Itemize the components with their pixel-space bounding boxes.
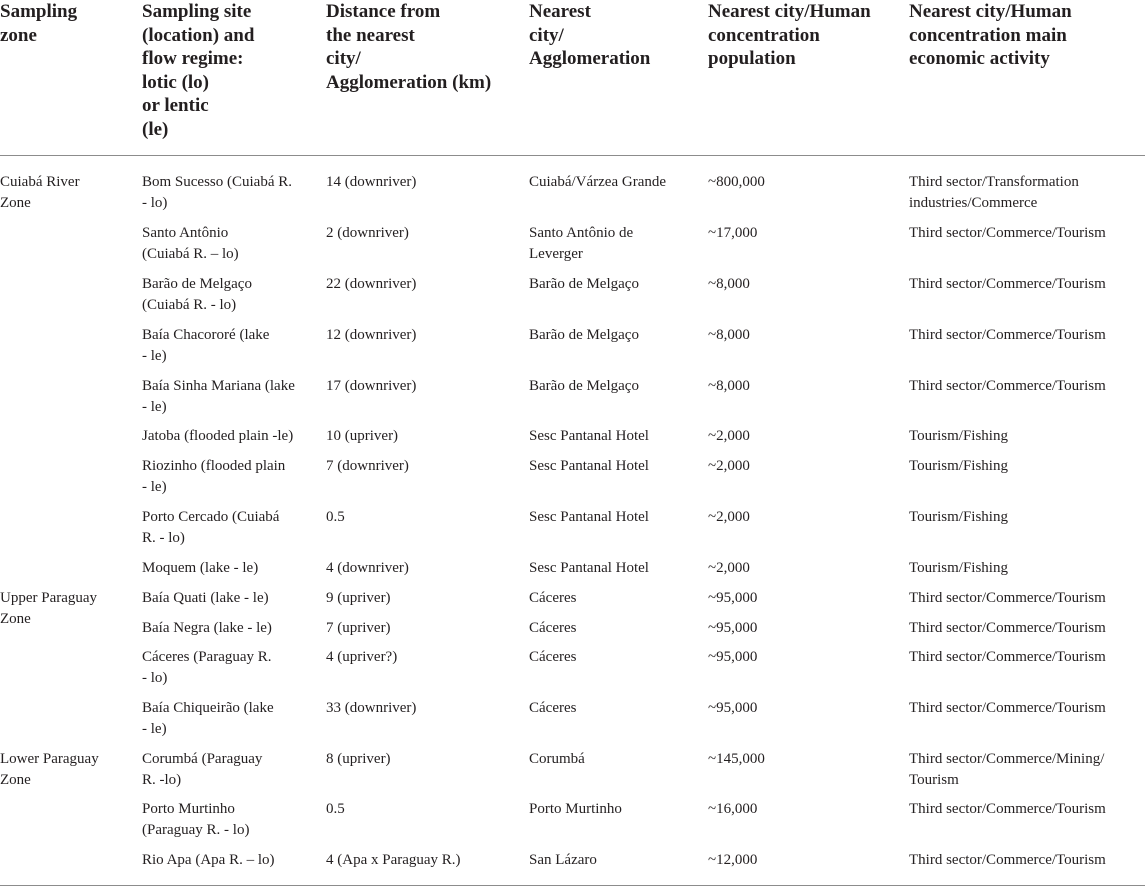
cell-population: ~16,000 <box>708 801 758 817</box>
cell-site: Baía Chiqueirão (lake - le) <box>142 700 274 737</box>
cell-activity: Third sector/Commerce/Tourism <box>909 700 1106 716</box>
cell-population: ~2,000 <box>708 509 750 525</box>
cell-distance: 33 (downriver) <box>326 700 417 716</box>
cell-city: Cáceres <box>529 620 577 636</box>
cell-city: Cáceres <box>529 590 577 606</box>
cell-activity: Tourism/Fishing <box>909 428 1008 444</box>
cell-site: Baía Negra (lake - le) <box>142 620 272 636</box>
cell-city: Porto Murtinho <box>529 801 622 817</box>
cell-distance: 12 (downriver) <box>326 327 417 343</box>
cell-activity: Third sector/Commerce/Tourism <box>909 327 1106 343</box>
cell-site: Cáceres (Paraguay R. - lo) <box>142 649 272 686</box>
cell-population: ~17,000 <box>708 225 758 241</box>
cell-population: ~8,000 <box>708 327 750 343</box>
cell-distance: 7 (downriver) <box>326 458 409 474</box>
cell-city: Sesc Pantanal Hotel <box>529 458 649 474</box>
cell-site: Porto Murtinho (Paraguay R. - lo) <box>142 801 250 838</box>
cell-population: ~8,000 <box>708 378 750 394</box>
cell-activity: Third sector/Commerce/Tourism <box>909 620 1106 636</box>
cell-distance: 22 (downriver) <box>326 276 417 292</box>
cell-population: ~95,000 <box>708 700 758 716</box>
cell-zone: Lower Paraguay Zone <box>0 751 99 788</box>
cell-distance: 4 (Apa x Paraguay R.) <box>326 852 461 868</box>
cell-population: ~800,000 <box>708 174 765 190</box>
cell-distance: 9 (upriver) <box>326 590 391 606</box>
cell-city: Barão de Melgaço <box>529 327 639 343</box>
cell-distance: 4 (upriver?) <box>326 649 398 665</box>
cell-zone: Cuiabá River Zone <box>0 174 80 211</box>
bottom-rule <box>0 885 1145 886</box>
cell-activity: Third sector/Commerce/Tourism <box>909 276 1106 292</box>
cell-activity: Third sector/Commerce/Tourism <box>909 590 1106 606</box>
cell-site: Baía Chacororé (lake - le) <box>142 327 270 364</box>
header-population: Nearest city/Human concentration population <box>708 1 871 69</box>
cell-city: Cuiabá/Várzea Grande <box>529 174 667 190</box>
cell-distance: 2 (downriver) <box>326 225 409 241</box>
cell-distance: 10 (upriver) <box>326 428 399 444</box>
cell-city: San Lázaro <box>529 852 597 868</box>
header-nearest-city: Nearest city/ Agglomeration <box>529 1 651 69</box>
cell-activity: Third sector/Commerce/Mining/ Tourism <box>909 751 1105 788</box>
cell-distance: 14 (downriver) <box>326 174 417 190</box>
cell-activity: Third sector/Commerce/Tourism <box>909 378 1106 394</box>
header-economic-activity: Nearest city/Human concentration main economic activity <box>909 1 1072 69</box>
cell-population: ~12,000 <box>708 852 758 868</box>
cell-city: Cáceres <box>529 700 577 716</box>
header-sampling-zone: Sampling zone <box>0 1 78 46</box>
cell-activity: Third sector/Commerce/Tourism <box>909 852 1106 868</box>
cell-activity: Third sector/Commerce/Tourism <box>909 225 1106 241</box>
cell-activity: Third sector/Commerce/Tourism <box>909 801 1106 817</box>
header-rule <box>0 155 1145 156</box>
cell-city: Barão de Melgaço <box>529 378 639 394</box>
cell-population: ~95,000 <box>708 649 758 665</box>
cell-city: Cáceres <box>529 649 577 665</box>
cell-site: Rio Apa (Apa R. – lo) <box>142 852 275 868</box>
cell-distance: 0.5 <box>326 509 345 525</box>
cell-site: Moquem (lake - le) <box>142 560 259 576</box>
cell-city: Barão de Melgaço <box>529 276 639 292</box>
cell-population: ~2,000 <box>708 458 750 474</box>
cell-site: Bom Sucesso (Cuiabá R. - lo) <box>142 174 292 211</box>
cell-population: ~145,000 <box>708 751 765 767</box>
header-sampling-site: Sampling site (location) and flow regime: lotic (lo) or lentic (le) <box>142 1 255 140</box>
cell-site: Baía Quati (lake - le) <box>142 590 269 606</box>
cell-distance: 0.5 <box>326 801 345 817</box>
cell-zone: Upper Paraguay Zone <box>0 590 98 627</box>
cell-population: ~2,000 <box>708 428 750 444</box>
cell-activity: Tourism/Fishing <box>909 509 1008 525</box>
cell-population: ~95,000 <box>708 620 758 636</box>
cell-city: Sesc Pantanal Hotel <box>529 509 649 525</box>
cell-distance: 8 (upriver) <box>326 751 391 767</box>
cell-site: Jatoba (flooded plain -le) <box>142 428 294 444</box>
cell-population: ~8,000 <box>708 276 750 292</box>
cell-population: ~95,000 <box>708 590 758 606</box>
cell-city: Sesc Pantanal Hotel <box>529 560 649 576</box>
cell-site: Porto Cercado (Cuiabá R. - lo) <box>142 509 280 546</box>
cell-site: Corumbá (Paraguay R. -lo) <box>142 751 263 788</box>
cell-activity: Third sector/Transformation industries/Commerce <box>909 174 1079 211</box>
cell-site: Santo Antônio (Cuiabá R. – lo) <box>142 225 239 262</box>
cell-activity: Tourism/Fishing <box>909 560 1008 576</box>
cell-city: Santo Antônio de Leverger <box>529 225 634 262</box>
cell-distance: 4 (downriver) <box>326 560 409 576</box>
cell-site: Riozinho (flooded plain - le) <box>142 458 286 495</box>
cell-site: Baía Sinha Mariana (lake - le) <box>142 378 295 415</box>
cell-city: Corumbá <box>529 751 585 767</box>
cell-site: Barão de Melgaço (Cuiabá R. - lo) <box>142 276 252 313</box>
cell-city: Sesc Pantanal Hotel <box>529 428 649 444</box>
cell-distance: 17 (downriver) <box>326 378 417 394</box>
cell-distance: 7 (upriver) <box>326 620 391 636</box>
cell-activity: Tourism/Fishing <box>909 458 1008 474</box>
cell-population: ~2,000 <box>708 560 750 576</box>
cell-activity: Third sector/Commerce/Tourism <box>909 649 1106 665</box>
header-distance: Distance from the nearest city/ Agglomeration (km) <box>326 1 492 93</box>
